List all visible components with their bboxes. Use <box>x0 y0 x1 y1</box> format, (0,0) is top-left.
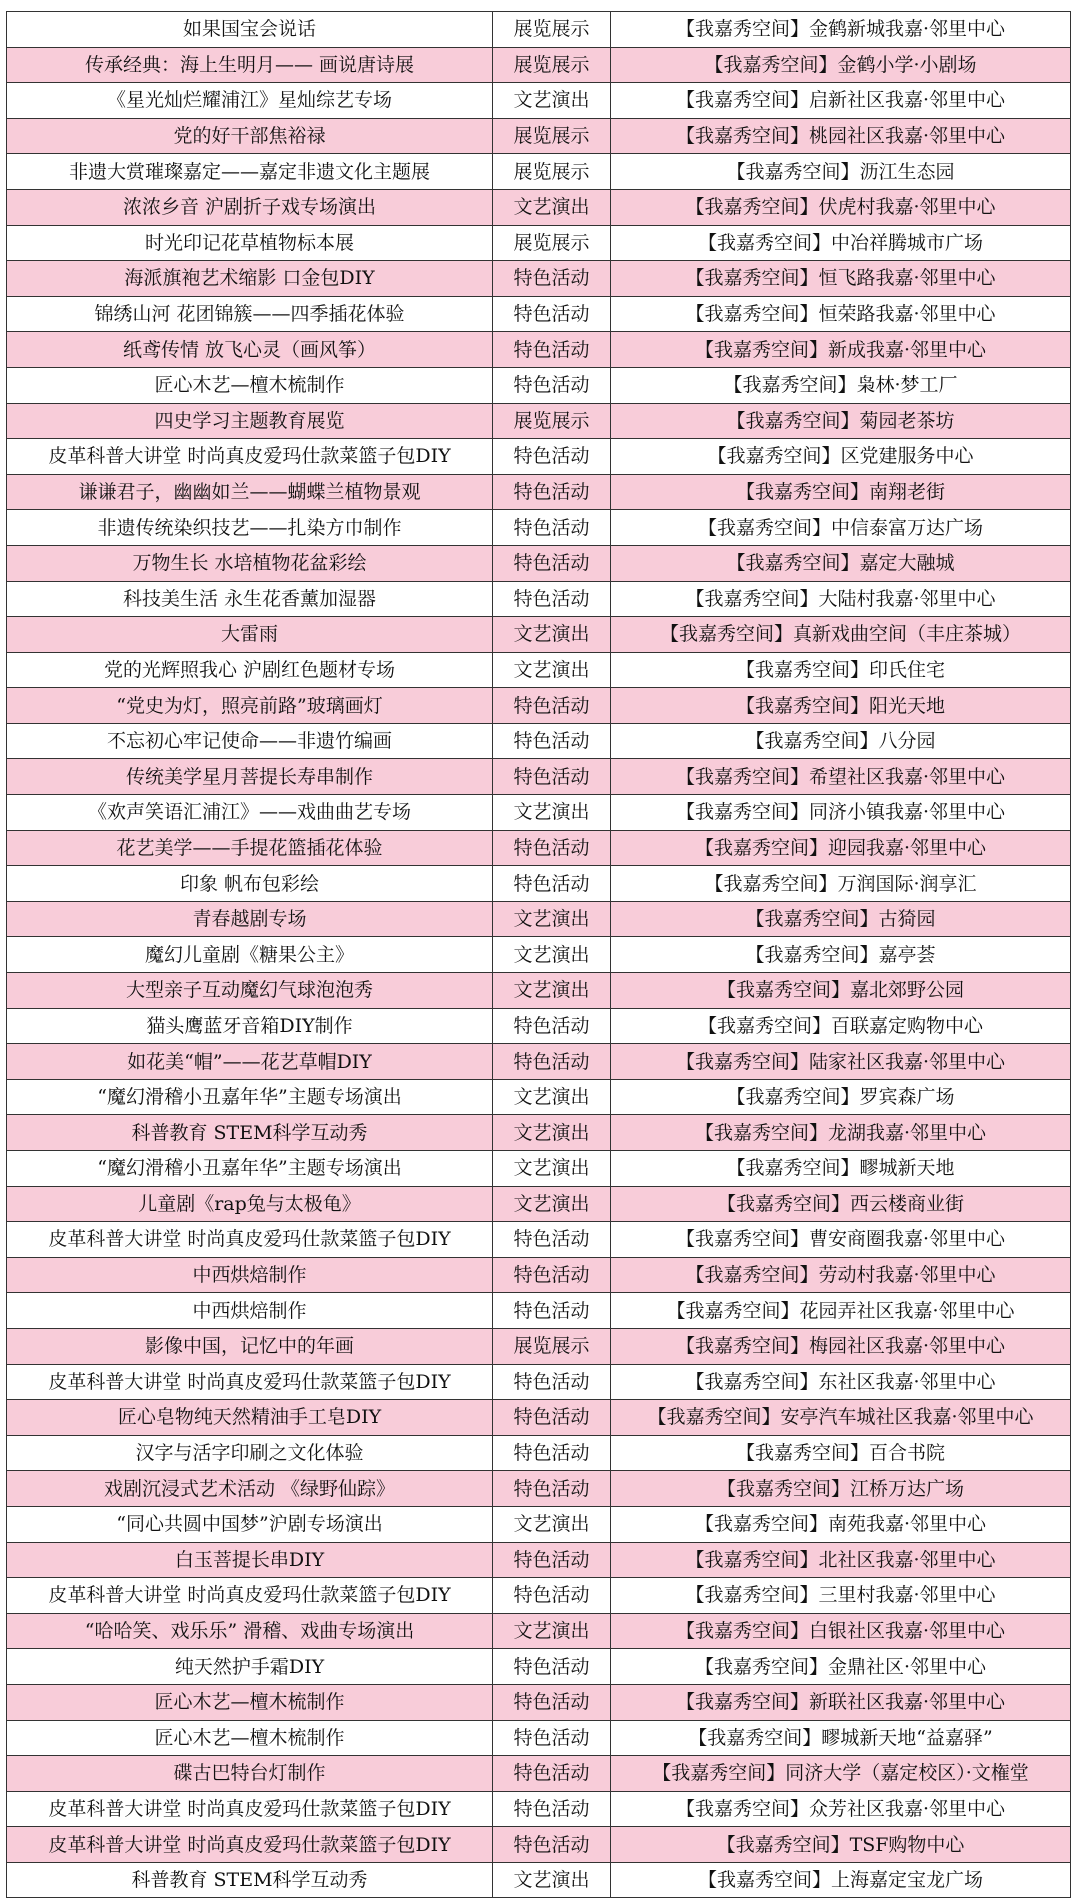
table-row <box>7 1222 1071 1258</box>
table-row <box>7 1364 1071 1400</box>
table-row <box>7 795 1071 831</box>
event-name-cell: 纯天然护手霜DIY <box>7 1649 493 1685</box>
event-name-cell: 科普教育 STEM科学互动秀 <box>7 1862 493 1898</box>
event-type-cell: 特色活动 <box>493 1542 611 1578</box>
event-venue-cell: 【我嘉秀空间】同济大学（嘉定校区）·文権堂 <box>611 1756 1071 1792</box>
event-name-cell: 匠心木艺—檀木梳制作 <box>7 1684 493 1720</box>
event-type-cell: 文艺演出 <box>493 1862 611 1898</box>
event-name-cell: 科技美生活 永生花香薰加湿器 <box>7 581 493 617</box>
event-type-cell: 文艺演出 <box>493 973 611 1009</box>
table-row <box>7 47 1071 83</box>
event-name-cell: 皮革科普大讲堂 时尚真皮爱玛仕款菜篮子包DIY <box>7 1827 493 1863</box>
event-type-cell: 特色活动 <box>493 261 611 297</box>
event-name-cell: “党史为灯，照亮前路”玻璃画灯 <box>7 688 493 724</box>
table-row <box>7 12 1071 48</box>
event-venue-cell: 【我嘉秀空间】恒飞路我嘉·邻里中心 <box>611 261 1071 297</box>
event-type-cell: 特色活动 <box>493 1649 611 1685</box>
event-venue-cell: 【我嘉秀空间】疁城新天地 <box>611 1151 1071 1187</box>
event-venue-cell: 【我嘉秀空间】八分园 <box>611 723 1071 759</box>
event-venue-cell: 【我嘉秀空间】江桥万达广场 <box>611 1471 1071 1507</box>
event-type-cell: 特色活动 <box>493 545 611 581</box>
table-row <box>7 973 1071 1009</box>
table-row <box>7 1400 1071 1436</box>
event-name-cell: “魔幻滑稽小丑嘉年华”主题专场演出 <box>7 1079 493 1115</box>
table-row <box>7 1079 1071 1115</box>
event-type-cell: 特色活动 <box>493 830 611 866</box>
event-venue-cell: 【我嘉秀空间】梅园社区我嘉·邻里中心 <box>611 1328 1071 1364</box>
event-name-cell: 皮革科普大讲堂 时尚真皮爱玛仕款菜篮子包DIY <box>7 1222 493 1258</box>
event-name-cell: 皮革科普大讲堂 时尚真皮爱玛仕款菜篮子包DIY <box>7 1364 493 1400</box>
event-type-cell: 展览展示 <box>493 47 611 83</box>
table-row <box>7 189 1071 225</box>
event-type-cell: 特色活动 <box>493 1222 611 1258</box>
table-row <box>7 545 1071 581</box>
event-type-cell: 文艺演出 <box>493 795 611 831</box>
table-row <box>7 154 1071 190</box>
table-row <box>7 581 1071 617</box>
event-type-cell: 特色活动 <box>493 688 611 724</box>
event-name-cell: 非遗大赏璀璨嘉定——嘉定非遗文化主题展 <box>7 154 493 190</box>
event-name-cell: 如花美“帽”——花艺草帽DIY <box>7 1044 493 1080</box>
event-name-cell: 汉字与活字印刷之文化体验 <box>7 1435 493 1471</box>
table-row <box>7 759 1071 795</box>
event-type-cell: 文艺演出 <box>493 83 611 119</box>
event-name-cell: 大雷雨 <box>7 617 493 653</box>
table-row <box>7 1827 1071 1863</box>
event-name-cell: 《欢声笑语汇浦江》——戏曲曲艺专场 <box>7 795 493 831</box>
event-type-cell: 展览展示 <box>493 118 611 154</box>
table-row <box>7 118 1071 154</box>
event-name-cell: 浓浓乡音 沪剧折子戏专场演出 <box>7 189 493 225</box>
event-name-cell: 魔幻儿童剧《糖果公主》 <box>7 937 493 973</box>
event-name-cell: 猫头鹰蓝牙音箱DIY制作 <box>7 1008 493 1044</box>
event-type-cell: 特色活动 <box>493 759 611 795</box>
event-venue-cell: 【我嘉秀空间】大陆村我嘉·邻里中心 <box>611 581 1071 617</box>
event-venue-cell: 【我嘉秀空间】沥江生态园 <box>611 154 1071 190</box>
table-row <box>7 403 1071 439</box>
event-name-cell: 中西烘焙制作 <box>7 1257 493 1293</box>
event-type-cell: 展览展示 <box>493 12 611 48</box>
event-name-cell: 时光印记花草植物标本展 <box>7 225 493 261</box>
event-venue-cell: 【我嘉秀空间】中冶祥腾城市广场 <box>611 225 1071 261</box>
event-type-cell: 展览展示 <box>493 154 611 190</box>
event-name-cell: 中西烘焙制作 <box>7 1293 493 1329</box>
event-venue-cell: 【我嘉秀空间】嘉北郊野公园 <box>611 973 1071 1009</box>
event-name-cell: 影像中国，记忆中的年画 <box>7 1328 493 1364</box>
event-type-cell: 特色活动 <box>493 510 611 546</box>
event-type-cell: 特色活动 <box>493 723 611 759</box>
table-row <box>7 1720 1071 1756</box>
event-type-cell: 展览展示 <box>493 1328 611 1364</box>
event-type-cell: 文艺演出 <box>493 1186 611 1222</box>
event-venue-cell: 【我嘉秀空间】新联社区我嘉·邻里中心 <box>611 1684 1071 1720</box>
table-row <box>7 474 1071 510</box>
table-row <box>7 901 1071 937</box>
table-row <box>7 332 1071 368</box>
event-type-cell: 文艺演出 <box>493 617 611 653</box>
event-name-cell: 匠心木艺—檀木梳制作 <box>7 367 493 403</box>
event-name-cell: 海派旗袍艺术缩影 口金包DIY <box>7 261 493 297</box>
table-row <box>7 1506 1071 1542</box>
event-name-cell: 纸鸢传情 放飞心灵（画风筝） <box>7 332 493 368</box>
event-type-cell: 特色活动 <box>493 296 611 332</box>
event-venue-cell: 【我嘉秀空间】菊园老茶坊 <box>611 403 1071 439</box>
event-name-cell: 锦绣山河 花团锦簇——四季插花体验 <box>7 296 493 332</box>
table-row <box>7 1542 1071 1578</box>
table-row <box>7 439 1071 475</box>
event-name-cell: 党的光辉照我心 沪剧红色题材专场 <box>7 652 493 688</box>
event-venue-cell: 【我嘉秀空间】伏虎村我嘉·邻里中心 <box>611 189 1071 225</box>
table-row <box>7 688 1071 724</box>
event-type-cell: 展览展示 <box>493 403 611 439</box>
event-venue-cell: 【我嘉秀空间】枭林·梦工厂 <box>611 367 1071 403</box>
event-venue-cell: 【我嘉秀空间】中信泰富万达广场 <box>611 510 1071 546</box>
table-row <box>7 1684 1071 1720</box>
event-venue-cell: 【我嘉秀空间】劳动村我嘉·邻里中心 <box>611 1257 1071 1293</box>
event-type-cell: 特色活动 <box>493 1364 611 1400</box>
event-venue-cell: 【我嘉秀空间】安亭汽车城社区我嘉·邻里中心 <box>611 1400 1071 1436</box>
event-type-cell: 文艺演出 <box>493 1115 611 1151</box>
table-row <box>7 830 1071 866</box>
event-table-body <box>7 12 1071 1898</box>
event-name-cell: 科普教育 STEM科学互动秀 <box>7 1115 493 1151</box>
event-type-cell: 特色活动 <box>493 581 611 617</box>
event-venue-cell: 【我嘉秀空间】南翔老街 <box>611 474 1071 510</box>
table-row <box>7 1008 1071 1044</box>
event-name-cell: “哈哈笑、戏乐乐” 滑稽、戏曲专场演出 <box>7 1613 493 1649</box>
event-type-cell: 文艺演出 <box>493 1613 611 1649</box>
table-row <box>7 1328 1071 1364</box>
event-venue-cell: 【我嘉秀空间】南苑我嘉·邻里中心 <box>611 1506 1071 1542</box>
table-row <box>7 937 1071 973</box>
event-name-cell: 青春越剧专场 <box>7 901 493 937</box>
table-row <box>7 1186 1071 1222</box>
event-name-cell: 不忘初心牢记使命——非遗竹编画 <box>7 723 493 759</box>
event-type-cell: 特色活动 <box>493 1756 611 1792</box>
event-type-cell: 特色活动 <box>493 332 611 368</box>
event-name-cell: 大型亲子互动魔幻气球泡泡秀 <box>7 973 493 1009</box>
table-row <box>7 1756 1071 1792</box>
event-type-cell: 特色活动 <box>493 1720 611 1756</box>
event-venue-cell: 【我嘉秀空间】陆家社区我嘉·邻里中心 <box>611 1044 1071 1080</box>
event-type-cell: 文艺演出 <box>493 1151 611 1187</box>
event-table <box>6 11 1071 1898</box>
table-row <box>7 1293 1071 1329</box>
event-name-cell: 万物生长 水培植物花盆彩绘 <box>7 545 493 581</box>
table-row <box>7 1578 1071 1614</box>
event-type-cell: 文艺演出 <box>493 1079 611 1115</box>
event-name-cell: 传承经典：海上生明月—— 画说唐诗展 <box>7 47 493 83</box>
event-name-cell: 皮革科普大讲堂 时尚真皮爱玛仕款菜篮子包DIY <box>7 1791 493 1827</box>
event-name-cell: 皮革科普大讲堂 时尚真皮爱玛仕款菜篮子包DIY <box>7 439 493 475</box>
table-row <box>7 723 1071 759</box>
event-type-cell: 特色活动 <box>493 367 611 403</box>
event-type-cell: 展览展示 <box>493 225 611 261</box>
event-venue-cell: 【我嘉秀空间】百合书院 <box>611 1435 1071 1471</box>
table-row <box>7 1471 1071 1507</box>
event-venue-cell: 【我嘉秀空间】印氏住宅 <box>611 652 1071 688</box>
event-venue-cell: 【我嘉秀空间】新成我嘉·邻里中心 <box>611 332 1071 368</box>
event-venue-cell: 【我嘉秀空间】罗宾森广场 <box>611 1079 1071 1115</box>
table-row <box>7 1613 1071 1649</box>
event-name-cell: 非遗传统染织技艺——扎染方巾制作 <box>7 510 493 546</box>
event-type-cell: 文艺演出 <box>493 652 611 688</box>
event-type-cell: 特色活动 <box>493 1471 611 1507</box>
event-type-cell: 文艺演出 <box>493 189 611 225</box>
event-venue-cell: 【我嘉秀空间】金鹤小学·小剧场 <box>611 47 1071 83</box>
event-name-cell: 《星光灿烂耀浦江》星灿综艺专场 <box>7 83 493 119</box>
event-venue-cell: 【我嘉秀空间】疁城新天地“益嘉驿” <box>611 1720 1071 1756</box>
event-type-cell: 特色活动 <box>493 439 611 475</box>
event-type-cell: 文艺演出 <box>493 937 611 973</box>
event-venue-cell: 【我嘉秀空间】众芳社区我嘉·邻里中心 <box>611 1791 1071 1827</box>
event-venue-cell: 【我嘉秀空间】恒荣路我嘉·邻里中心 <box>611 296 1071 332</box>
table-row <box>7 1435 1071 1471</box>
event-name-cell: 碟古巴特台灯制作 <box>7 1756 493 1792</box>
table-row <box>7 261 1071 297</box>
event-venue-cell: 【我嘉秀空间】桃园社区我嘉·邻里中心 <box>611 118 1071 154</box>
event-type-cell: 特色活动 <box>493 474 611 510</box>
event-name-cell: “魔幻滑稽小丑嘉年华”主题专场演出 <box>7 1151 493 1187</box>
table-row <box>7 617 1071 653</box>
table-row <box>7 1115 1071 1151</box>
event-venue-cell: 【我嘉秀空间】北社区我嘉·邻里中心 <box>611 1542 1071 1578</box>
event-venue-cell: 【我嘉秀空间】真新戏曲空间（丰庄茶城） <box>611 617 1071 653</box>
event-name-cell: 皮革科普大讲堂 时尚真皮爱玛仕款菜篮子包DIY <box>7 1578 493 1614</box>
table-row <box>7 652 1071 688</box>
event-venue-cell: 【我嘉秀空间】金鼎社区·邻里中心 <box>611 1649 1071 1685</box>
event-venue-cell: 【我嘉秀空间】嘉亭荟 <box>611 937 1071 973</box>
table-row <box>7 1151 1071 1187</box>
event-name-cell: 谦谦君子，幽幽如兰——蝴蝶兰植物景观 <box>7 474 493 510</box>
event-venue-cell: 【我嘉秀空间】古猗园 <box>611 901 1071 937</box>
table-row <box>7 510 1071 546</box>
event-venue-cell: 【我嘉秀空间】希望社区我嘉·邻里中心 <box>611 759 1071 795</box>
event-name-cell: 党的好干部焦裕禄 <box>7 118 493 154</box>
event-type-cell: 特色活动 <box>493 1578 611 1614</box>
table-row <box>7 1791 1071 1827</box>
event-name-cell: 如果国宝会说话 <box>7 12 493 48</box>
table-row <box>7 1257 1071 1293</box>
event-venue-cell: 【我嘉秀空间】曹安商圈我嘉·邻里中心 <box>611 1222 1071 1258</box>
event-venue-cell: 【我嘉秀空间】迎园我嘉·邻里中心 <box>611 830 1071 866</box>
event-type-cell: 特色活动 <box>493 866 611 902</box>
event-name-cell: 匠心皂物纯天然精油手工皂DIY <box>7 1400 493 1436</box>
table-row <box>7 1044 1071 1080</box>
event-name-cell: “同心共圆中国梦”沪剧专场演出 <box>7 1506 493 1542</box>
event-venue-cell: 【我嘉秀空间】区党建服务中心 <box>611 439 1071 475</box>
event-venue-cell: 【我嘉秀空间】嘉定大融城 <box>611 545 1071 581</box>
event-type-cell: 文艺演出 <box>493 1506 611 1542</box>
table-row <box>7 1649 1071 1685</box>
event-type-cell: 特色活动 <box>493 1435 611 1471</box>
event-venue-cell: 【我嘉秀空间】百联嘉定购物中心 <box>611 1008 1071 1044</box>
event-name-cell: 戏剧沉浸式艺术活动 《绿野仙踪》 <box>7 1471 493 1507</box>
table-row <box>7 367 1071 403</box>
event-type-cell: 特色活动 <box>493 1827 611 1863</box>
event-venue-cell: 【我嘉秀空间】东社区我嘉·邻里中心 <box>611 1364 1071 1400</box>
event-venue-cell: 【我嘉秀空间】上海嘉定宝龙广场 <box>611 1862 1071 1898</box>
event-type-cell: 特色活动 <box>493 1257 611 1293</box>
event-name-cell: 四史学习主题教育展览 <box>7 403 493 439</box>
event-venue-cell: 【我嘉秀空间】三里村我嘉·邻里中心 <box>611 1578 1071 1614</box>
event-type-cell: 特色活动 <box>493 1293 611 1329</box>
table-row <box>7 1862 1071 1898</box>
table-row <box>7 225 1071 261</box>
event-venue-cell: 【我嘉秀空间】金鹤新城我嘉·邻里中心 <box>611 12 1071 48</box>
event-type-cell: 特色活动 <box>493 1008 611 1044</box>
event-type-cell: 特色活动 <box>493 1791 611 1827</box>
event-venue-cell: 【我嘉秀空间】龙湖我嘉·邻里中心 <box>611 1115 1071 1151</box>
event-venue-cell: 【我嘉秀空间】白银社区我嘉·邻里中心 <box>611 1613 1071 1649</box>
event-venue-cell: 【我嘉秀空间】启新社区我嘉·邻里中心 <box>611 83 1071 119</box>
event-venue-cell: 【我嘉秀空间】TSF购物中心 <box>611 1827 1071 1863</box>
event-schedule-sheet <box>6 11 1070 1898</box>
event-name-cell: 传统美学星月菩提长寿串制作 <box>7 759 493 795</box>
event-name-cell: 白玉菩提长串DIY <box>7 1542 493 1578</box>
event-venue-cell: 【我嘉秀空间】花园弄社区我嘉·邻里中心 <box>611 1293 1071 1329</box>
table-row <box>7 866 1071 902</box>
event-type-cell: 特色活动 <box>493 1684 611 1720</box>
event-venue-cell: 【我嘉秀空间】万润国际·润享汇 <box>611 866 1071 902</box>
event-type-cell: 特色活动 <box>493 1044 611 1080</box>
event-venue-cell: 【我嘉秀空间】阳光天地 <box>611 688 1071 724</box>
event-type-cell: 特色活动 <box>493 1400 611 1436</box>
event-type-cell: 文艺演出 <box>493 901 611 937</box>
event-name-cell: 儿童剧《rap兔与太极龟》 <box>7 1186 493 1222</box>
table-row <box>7 296 1071 332</box>
event-name-cell: 花艺美学——手提花篮插花体验 <box>7 830 493 866</box>
event-venue-cell: 【我嘉秀空间】同济小镇我嘉·邻里中心 <box>611 795 1071 831</box>
table-row <box>7 83 1071 119</box>
event-name-cell: 匠心木艺—檀木梳制作 <box>7 1720 493 1756</box>
event-name-cell: 印象 帆布包彩绘 <box>7 866 493 902</box>
event-venue-cell: 【我嘉秀空间】西云楼商业街 <box>611 1186 1071 1222</box>
